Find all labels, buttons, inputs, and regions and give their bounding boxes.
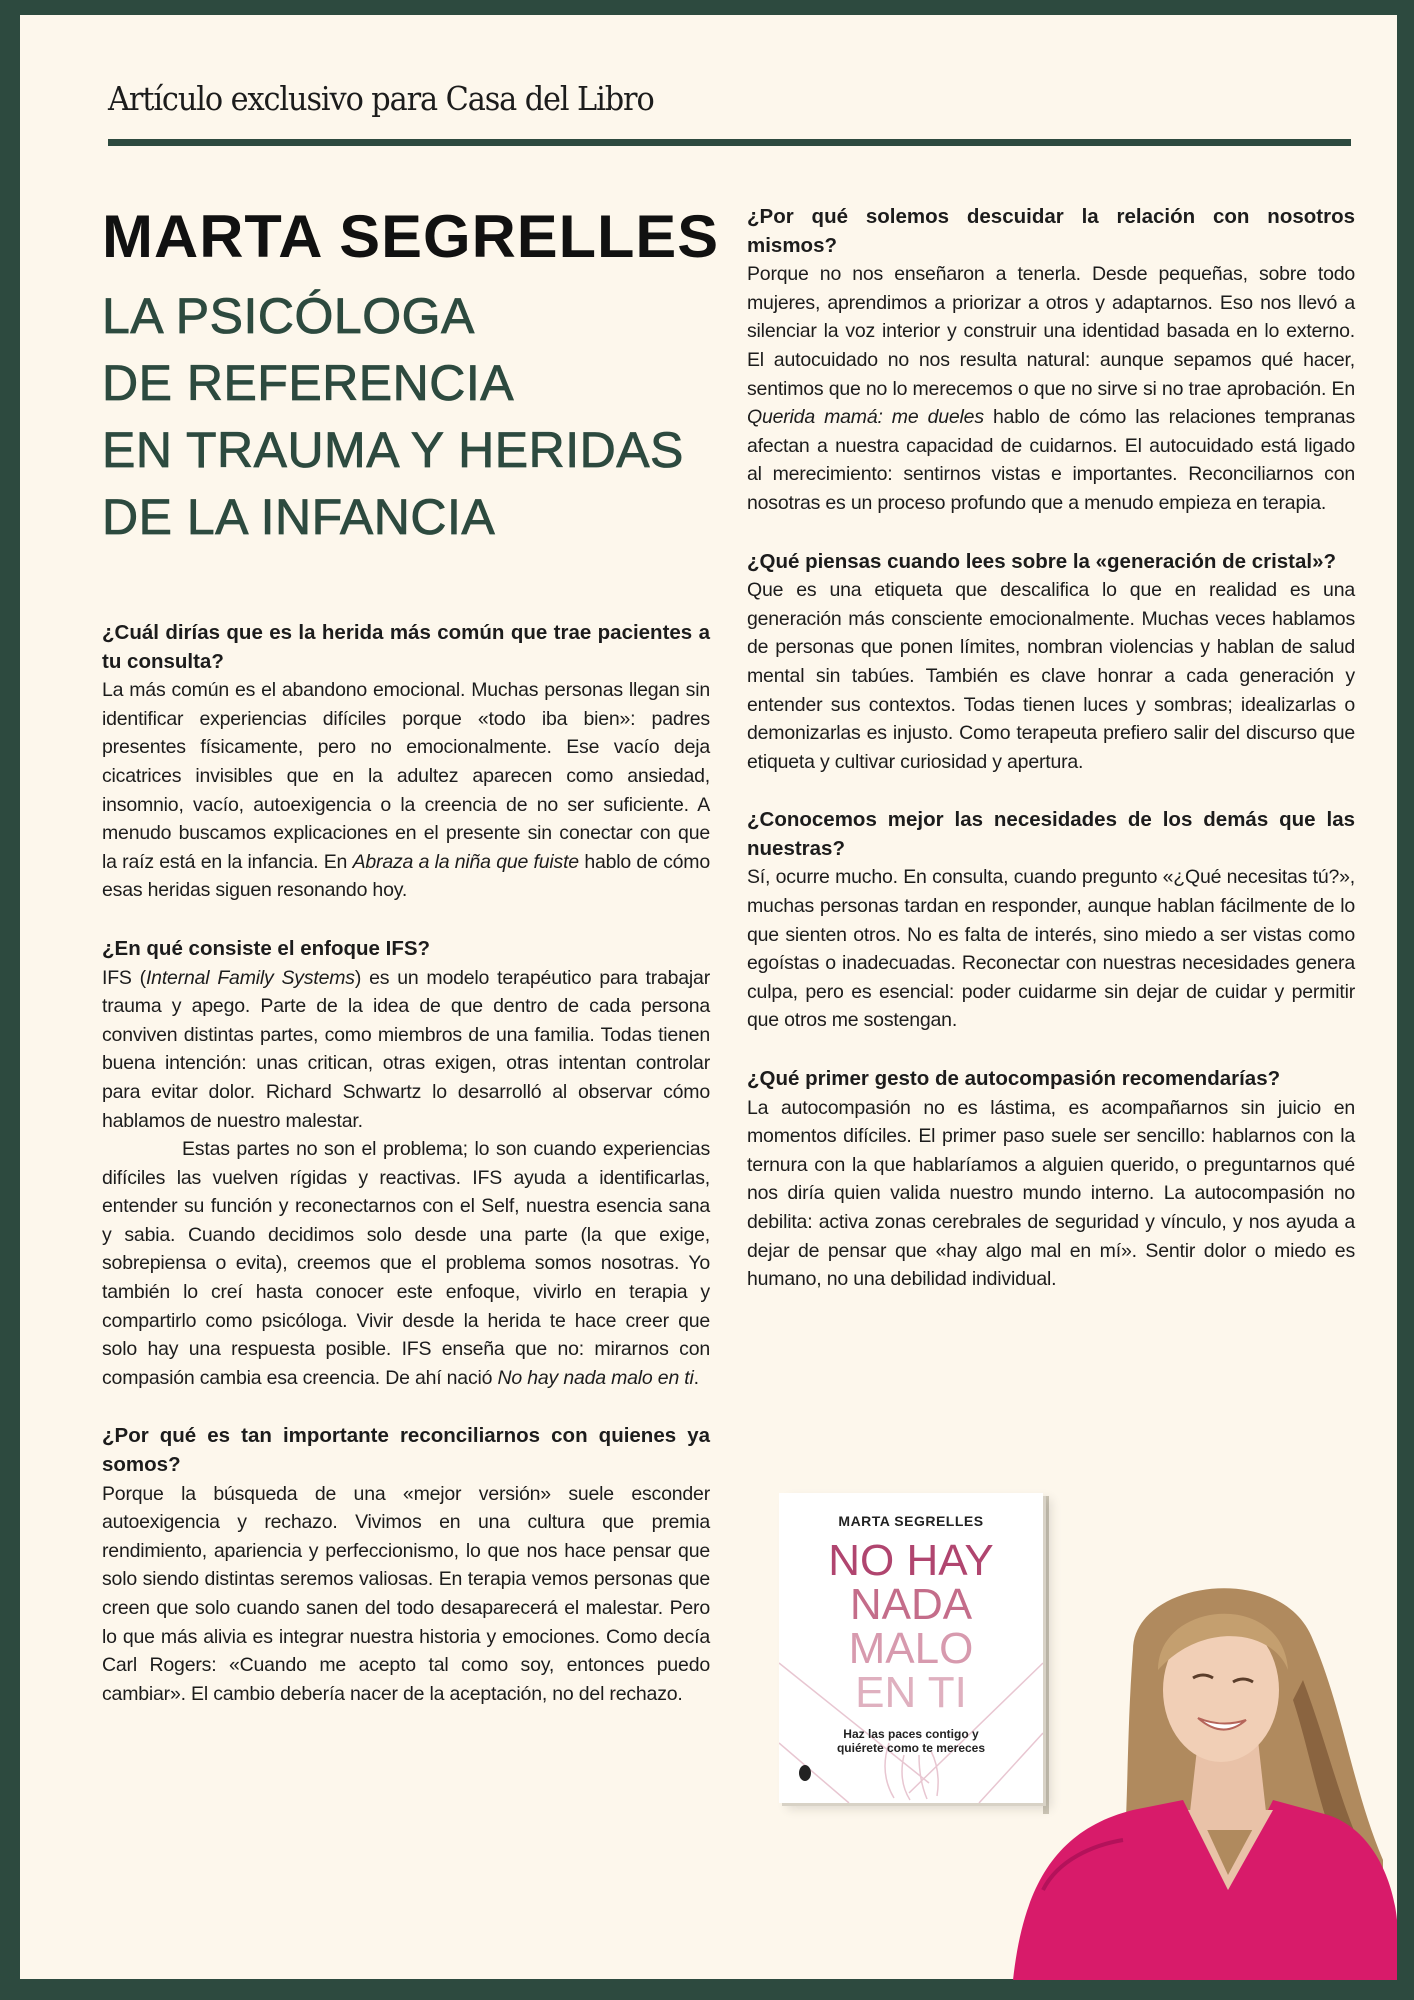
interview-question: ¿Qué piensas cuando lees sobre la «generación de cristal»?	[747, 549, 1337, 573]
left-column	[102, 619, 710, 1738]
book-author: MARTA SEGRELLES	[838, 1513, 984, 1529]
book-title: NO HAY NADA MALO EN TI	[828, 1536, 994, 1717]
interview-question: ¿Por qué es tan importante reconciliarnos con quienes ya somos?	[102, 1424, 710, 1477]
interview-question: ¿Conocemos mejor las necesidades de los demás que las nuestras?	[747, 808, 1355, 860]
interview-answer: La autocompasión no es lástima, es acompañarnos sin juicio en momentos difíciles. El primer paso suele ser sencillo: hablarnos con la ternura con la que hablaríamos a alguien querido, o preguntarnos qué nos diría quien valida nuestro mundo interno. La autocompasión no debilita: activa zonas cerebrales de seguridad y vínculo, y nos ayuda a dejar de pensar que «hay algo mal en mí». Sentir dolor o miedo es humano, no una debilidad individual.	[747, 1096, 1355, 1291]
subtitle-line: EN TRAUMA Y HERIDAS	[102, 422, 684, 478]
book-tagline: Haz las paces contigo y quiérete como te mereces	[836, 1727, 986, 1755]
interview-question: ¿Qué primer gesto de autocompasión recomendarías?	[747, 1067, 1281, 1091]
qa-block	[102, 935, 710, 1393]
right-column	[747, 203, 1355, 1324]
qa-block	[102, 619, 710, 905]
interview-answer: Porque la búsqueda de una «mejor versión» suele esconder autoexigencia y rechazo. Vivimos en una cultura que premia rendimiento, apariencia y perfeccionismo, lo que nos hace pensar que solo siendo distintas seremos valiosas. En terapia vemos personas que creen que solo cuando sanen del todo desaparecerá el malestar. Pero lo que más alivia es integrar nuestra historia y emociones. Como decía Carl Rogers: «Cuando me acepto tal como soy, entonces puedo cambiar». El cambio debería nacer de la aceptación, no del rechazo.	[102, 1482, 710, 1705]
qa-block	[747, 203, 1355, 518]
article-kicker: Artículo exclusivo para Casa del Libro	[108, 79, 654, 118]
interview-question: ¿Cuál dirías que es la herida más común que trae pacientes a tu consulta?	[102, 621, 710, 673]
author-portrait	[983, 1560, 1397, 1980]
interview-answer: La más común es el abandono emocional. Muchas personas llegan sin identificar experiencias difíciles porque «todo iba bien»: padres presentes físicamente, pero no emocionalmente. Ese vacío deja cicatrices invisibles que en la adultez aparecen como ansiedad, insomnio, vacío, autoexigencia o la creencia de no ser suficiente. A menudo buscamos explicaciones en el presente sin conectar con que la raíz está en la infancia. En Abraza a la niña que fuiste hablo de cómo esas heridas siguen resonando hoy.	[102, 679, 710, 902]
interview-answer: IFS (Internal Family Systems) es un modelo terapéutico para trabajar trauma y apego. Parte de la idea de que dentro de cada persona conviven distintas partes, como miembros de una familia. Todas tienen buena intención: unas critican, otras exigen, otras intentan controlar para evitar dolor. Richard Schwartz lo desarrolló al observar cómo hablamos de nuestro malestar.	[102, 966, 710, 1132]
qa-block	[747, 806, 1355, 1035]
subtitle-line: LA PSICÓLOGA	[102, 288, 475, 344]
penguin-logo-icon	[799, 1765, 811, 1781]
book-title-reference: Abraza a la niña que fuiste	[352, 850, 579, 873]
subtitle-line: DE REFERENCIA	[102, 355, 515, 411]
book-title-reference: Querida mamá: me dueles	[747, 406, 984, 429]
italic-term: Internal Family Systems	[145, 966, 355, 989]
interview-question: ¿Por qué solemos descuidar la relación con nosotros mismos?	[747, 205, 1355, 257]
interview-question: ¿En qué consiste el enfoque IFS?	[102, 936, 431, 960]
interview-answer: Estas partes no son el problema; lo son cuando experiencias difíciles las vuelven rígidas y reactivas. IFS ayuda a identificarlas, entender su función y reconectarnos con el Self, nuestra esencia sana y sabia. Cuando decidimos solo desde una parte (la que exige, sobrepiensa o evita), creemos que el problema somos nosotras. Yo también lo creí hasta conocer este enfoque, vivirlo en terapia y compartirlo como psicóloga. Vivir desde la herida te hace creer que solo hay una respuesta posible. IFS enseña que no: mirarnos con compasión cambia esa creencia. De ahí nació No hay nada malo en ti.	[102, 1138, 710, 1389]
interview-answer: Sí, ocurre mucho. En consulta, cuando pregunto «¿Qué necesitas tú?», muchas personas tardan en responder, aunque hablan fácilmente de lo que sienten otros. No es falta de interés, sino miedo a ser vistas como egoístas o inadecuadas. Reconectar con nuestras necesidades genera culpa, pero es esencial: poder cuidarme sin dejar de cuidar y permitir que otros me sostengan.	[747, 866, 1355, 1032]
qa-block	[747, 1065, 1355, 1294]
book-title-reference: No hay nada malo en ti	[497, 1366, 694, 1389]
author-name-heading: MARTA SEGRELLES	[102, 203, 720, 270]
article-subtitle	[102, 283, 684, 551]
interview-answer: Porque no nos enseñaron a tenerla. Desde pequeñas, sobre todo mujeres, aprendimos a priorizar a otros y adaptarnos. Eso nos llevó a silenciar la voz interior y construir una identidad basada en lo externo. El autocuidado no nos resulta natural: aunque sepamos qué hacer, sentimos que no lo merecemos o que no sirve si no trae aprobación. En Querida mamá: me dueles hablo de cómo las relaciones tempranas afectan a nuestra capacidad de cuidarnos. El autocuidado está ligado al merecimiento: sentirnos vistas e importantes. Reconciliarnos con nosotras es un proceso profundo que a menudo empieza en terapia.	[747, 263, 1355, 514]
author-photo-illustration	[983, 1560, 1397, 1980]
header-divider	[108, 139, 1351, 146]
qa-block	[747, 548, 1355, 777]
interview-answer: Que es una etiqueta que descalifica lo que en realidad es una generación más consciente emocionalmente. Muchas veces hablamos de personas que ponen límites, nombran violencias y hablan de salud mental sin tabúes. También es clave honrar a cada generación y entender sus contextos. Todas tienen luces y sombras; idealizarlas o demonizarlas es injusto. Como terapeuta prefiero salir del discurso que etiqueta y cultivar curiosidad y apertura.	[747, 579, 1355, 773]
subtitle-line: DE LA INFANCIA	[102, 489, 496, 545]
qa-block	[102, 1422, 710, 1708]
